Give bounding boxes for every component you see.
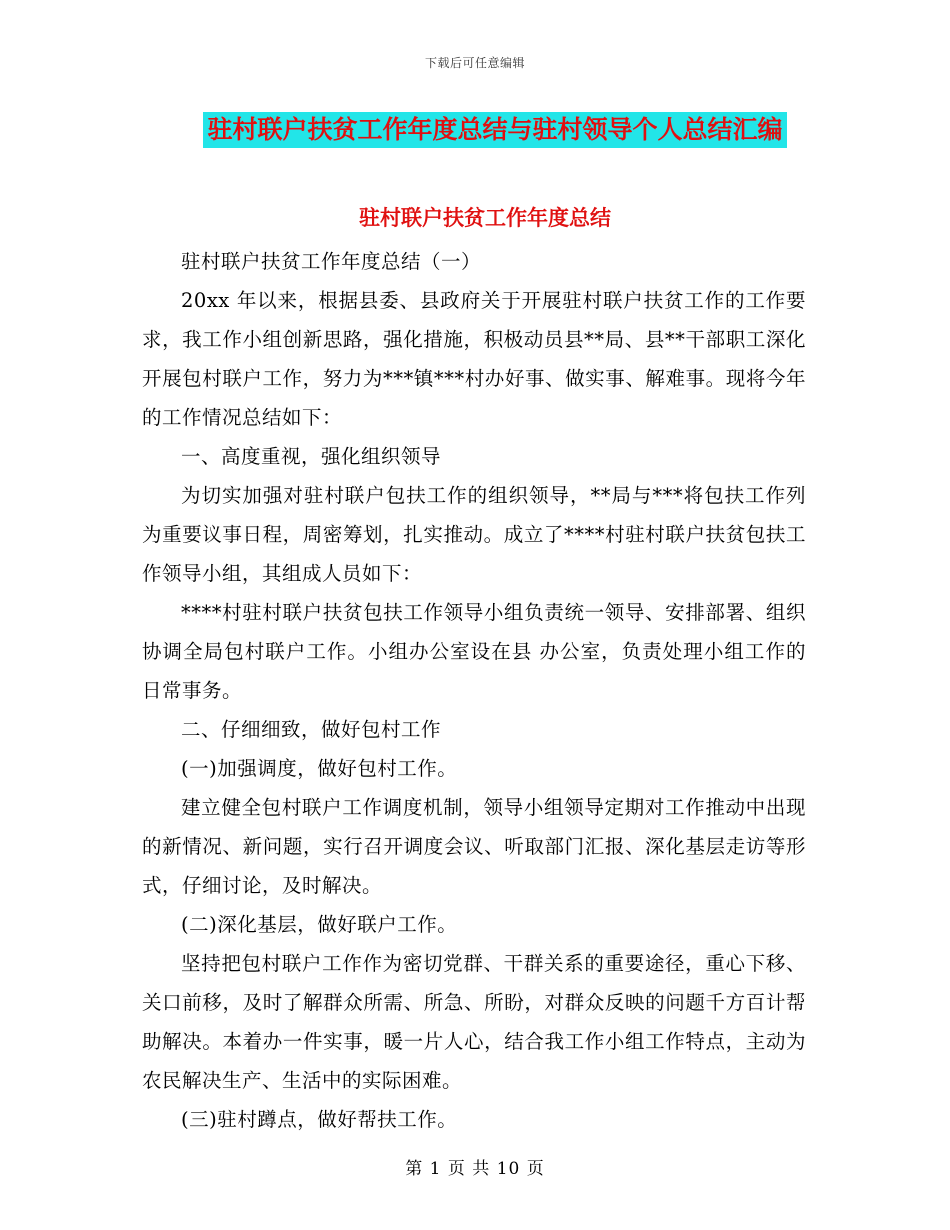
- paragraph: 建立健全包村联户工作调度机制，领导小组领导定期对工作推动中出现的新情况、新问题，实行召开调度会议、听取部门汇报、深化基层走访等形式，仔细讨论，及时解决。: [142, 796, 806, 897]
- document-title-container: [0, 112, 950, 148]
- page-header-note: 下载后可任意编辑: [424, 56, 525, 70]
- page-number-footer: 第 1 页 共 10 页: [405, 1159, 545, 1179]
- section-title: 驻村联户扶贫工作年度总结: [359, 206, 611, 230]
- document-body: [142, 222, 806, 1139]
- paragraph: 20xx 年以来，根据县委、县政府关于开展驻村联户扶贫工作的工作要求，我工作小组创新思路，强化措施，积极动员县**局、县**干部职工深化开展包村联户工作，努力为***镇***村办好事、做实事、解难事。现将今年的工作情况总结如下：: [142, 289, 806, 429]
- paragraph: 坚持把包村联户工作作为密切党群、干群关系的重要途径，重心下移、关口前移，及时了解群众所需、所急、所盼，对群众反映的问题千方百计帮助解决。本着办一件实事，暖一片人心，结合我工作小组工作特点，主动为农民解决生产、生活中的实际困难。: [142, 952, 806, 1092]
- paragraph-subheading: (二)深化基层，做好联户工作。: [181, 913, 458, 936]
- document-title: 驻村联户扶贫工作年度总结与驻村领导个人总结汇编: [203, 112, 786, 148]
- paragraph: 为切实加强对驻村联户包扶工作的组织领导，**局与***将包扶工作列为重要议事日程，周密筹划，扎实推动。成立了****村驻村联户扶贫包扶工作领导小组，其组成人员如下：: [142, 484, 806, 585]
- paragraph-heading: 二、仔细细致，做好包村工作: [181, 718, 442, 741]
- paragraph: ****村驻村联户扶贫包扶工作领导小组负责统一领导、安排部署、组织协调全局包村联户工作。小组办公室设在县 办公室，负责处理小组工作的日常事务。: [142, 601, 806, 702]
- paragraph-subheading: (一)加强调度，做好包村工作。: [181, 757, 458, 780]
- paragraph-subtitle: 驻村联户扶贫工作年度总结（一）: [181, 250, 482, 273]
- paragraph-subheading: (三)驻村蹲点，做好帮扶工作。: [181, 1108, 458, 1131]
- paragraph-heading: 一、高度重视，强化组织领导: [181, 445, 442, 468]
